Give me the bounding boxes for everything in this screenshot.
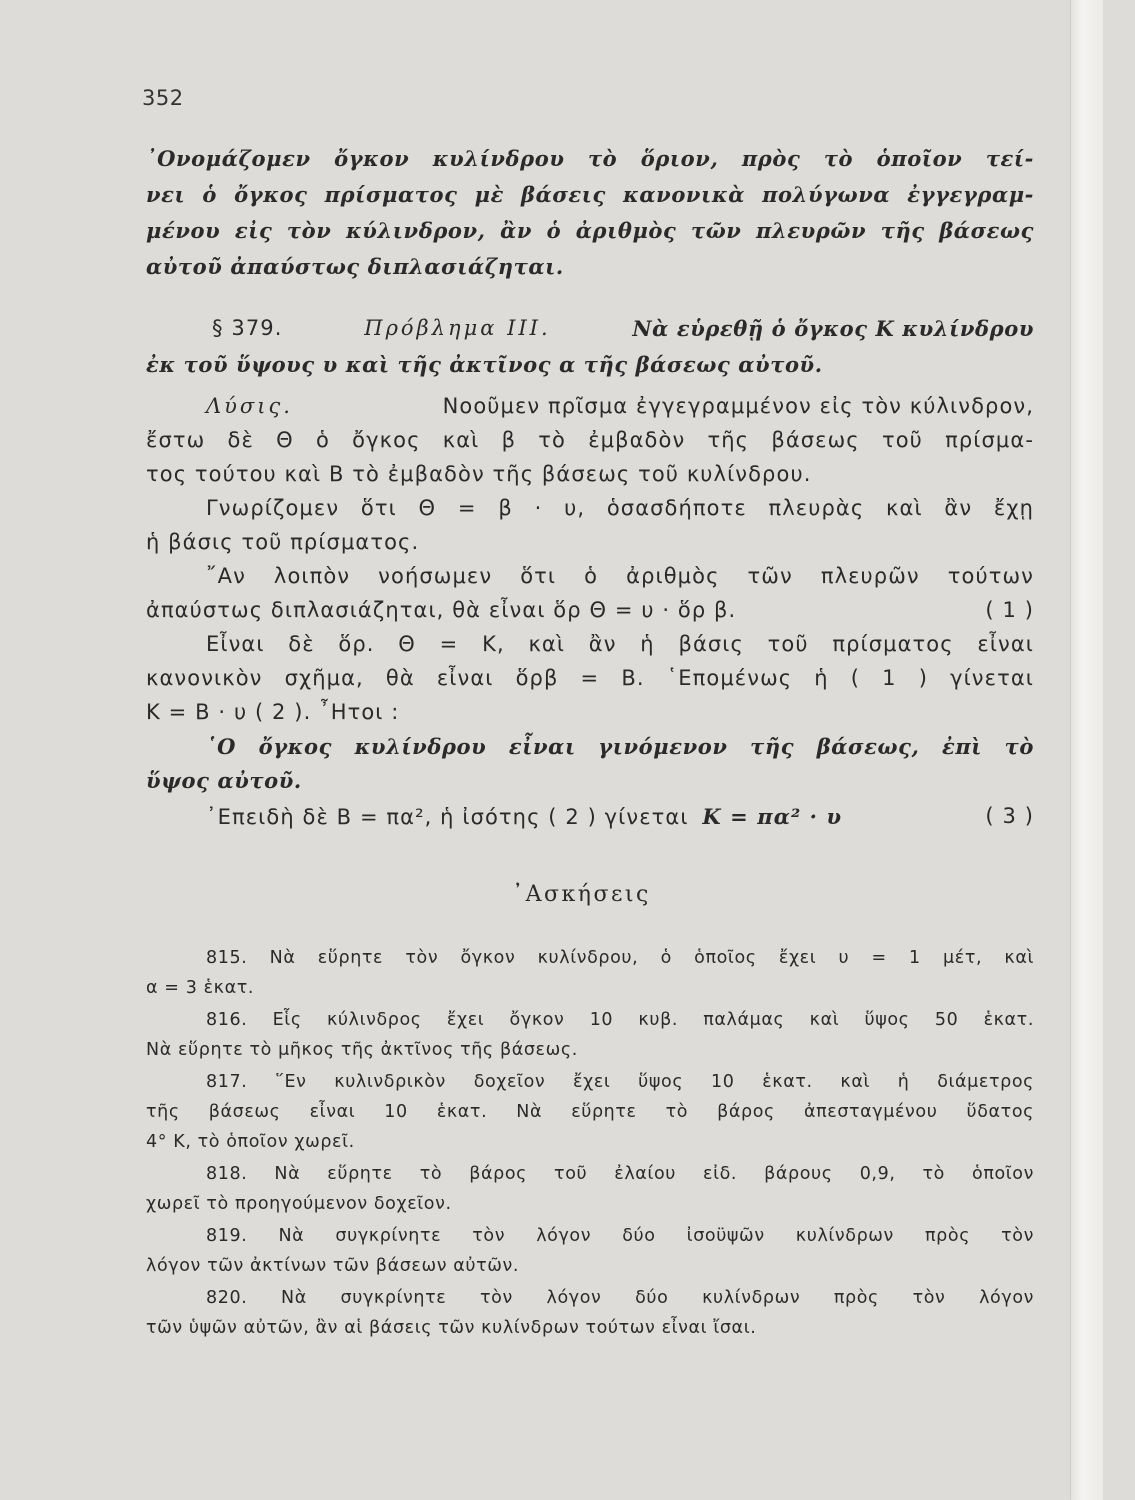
exercise-line: χωρεῖ τὸ προηγούμενον δοχεῖον. — [146, 1194, 452, 1214]
exercise-line: 820. Νὰ συγκρίνητε τὸν λόγον δύο κυλίνδρων πρὸς τὸν λόγον — [206, 1288, 1034, 1308]
problem-label: Πρόβλημα III. — [364, 316, 551, 340]
exercises-heading-text: ᾽Ασκήσεις — [512, 882, 651, 907]
exercise-line: 819. Νὰ συγκρίνητε τὸν λόγον δύο ἰσοϋψῶν κυλίνδρων πρὸς τὸν — [206, 1226, 1034, 1246]
exercise-line: τῆς βάσεως εἶναι 10 ἑκατ. Νὰ εὕρητε τὸ βάρος ἀπεσταγμένου ὕδατος — [146, 1102, 1034, 1122]
solution-line: ἔστω δὲ Θ ὁ ὄγκος καὶ β τὸ ἐμβαδὸν τῆς βάσεως τοῦ πρίσμα- — [146, 428, 1034, 452]
solution-line: τος τούτου καὶ Β τὸ ἐμβαδὸν τῆς βάσεως τοῦ κυλίνδρου. — [146, 462, 812, 486]
solution-line — [146, 598, 1034, 622]
exercise-line: τῶν ὑψῶν αὐτῶν, ἂν αἱ βάσεις τῶν κυλίνδρων τούτων εἶναι ἴσαι. — [146, 1318, 757, 1338]
definition-line: νει ὁ ὄγκος πρίσματος μὲ βάσεις κανονικὰ πολύγωνα ἐγγεγραμ- — [146, 182, 1034, 207]
definition-line: αὐτοῦ ἀπαύστως διπλασιάζηται. — [146, 254, 564, 279]
definition-line: ᾽Ονομάζομεν ὄγκον κυλίνδρου τὸ ὅριον, πρὸς τὸ ὁποῖον τεί- — [146, 146, 1034, 171]
solution-line — [146, 394, 1034, 418]
solution-line: Γνωρίζομεν ὅτι Θ = β · υ, ὁσασδήποτε πλευρὰς καὶ ἂν ἔχῃ — [206, 496, 1034, 520]
exercise-line: 815. Νὰ εὕρητε τὸν ὄγκον κυλίνδρου, ὁ ὁποῖος ἔχει υ = 1 μέτ, καὶ — [206, 948, 1034, 968]
volume-formula: Κ = πα² · υ — [702, 804, 843, 829]
solution-text: ᾽Επειδὴ δὲ Β = πα², ἡ ἰσότης ( 2 ) γίνεται — [206, 805, 689, 829]
exercise-line: 817. ῞Εν κυλινδρικὸν δοχεῖον ἔχει ὕψος 10 ἑκατ. καὶ ἡ διάμετρος — [206, 1072, 1034, 1092]
equation-number: ( 3 ) — [985, 804, 1034, 828]
problem-line — [146, 316, 1034, 341]
exercise-line: α = 3 ἑκατ. — [146, 978, 255, 998]
exercises-heading — [0, 882, 1103, 907]
problem-line: ἐκ τοῦ ὕψους υ καὶ τῆς ἀκτῖνος α τῆς βάσεως αὐτοῦ. — [146, 352, 823, 377]
equation-number: ( 1 ) — [985, 598, 1034, 622]
solution-line: Κ = Β · υ ( 2 ). ῏Ητοι : — [146, 700, 400, 724]
exercise-line: λόγον τῶν ἀκτίνων τῶν βάσεων αὐτῶν. — [146, 1256, 520, 1276]
problem-statement-start: Νὰ εὑρεθῇ ὁ ὄγκος Κ κυλίνδρου — [632, 316, 1034, 341]
theorem-line: ῾Ο ὄγκος κυλίνδρου εἶναι γινόμενον τῆς βάσεως, ἐπὶ τὸ — [206, 734, 1034, 759]
solution-line: Εἶναι δὲ ὅρ. Θ = Κ, καὶ ἂν ἡ βάσις τοῦ πρίσματος εἶναι — [206, 632, 1034, 656]
theorem-line: ὕψος αὐτοῦ. — [146, 768, 302, 793]
solution-line: κανονικὸν σχῆμα, θὰ εἶναι ὅρβ = Β. ῾Επομένως ἡ ( 1 ) γίνεται — [146, 666, 1034, 690]
section-number: § 379. — [212, 316, 283, 340]
solution-text: ἀπαύστως διπλασιάζηται, θὰ εἶναι ὅρ Θ = υ · ὅρ β. — [146, 598, 737, 622]
solution-line: ἡ βάσις τοῦ πρίσματος. — [146, 530, 420, 554]
solution-line — [146, 804, 1034, 829]
exercise-line: 818. Νὰ εὕρητε τὸ βάρος τοῦ ἐλαίου εἰδ. βάρους 0,9, τὸ ὁποῖον — [206, 1164, 1034, 1184]
exercise-line: 4° Κ, τὸ ὁποῖον χωρεῖ. — [146, 1132, 355, 1152]
solution-label: Λύσις. — [206, 394, 293, 418]
solution-text: Νοοῦμεν πρῖσμα ἐγγεγραμμένον εἰς τὸν κύλινδρον, — [442, 394, 1034, 418]
definition-line: μένου εἰς τὸν κύλινδρον, ἂν ὁ ἀριθμὸς τῶν πλευρῶν τῆς βάσεως — [146, 218, 1034, 243]
solution-line: ῎Αν λοιπὸν νοήσωμεν ὅτι ὁ ἀριθμὸς τῶν πλευρῶν τούτων — [206, 564, 1034, 588]
exercise-line: 816. Εἷς κύλινδρος ἔχει ὄγκον 10 κυβ. παλάμας καὶ ὕψος 50 ἑκατ. — [206, 1010, 1034, 1030]
page-number: 352 — [142, 86, 184, 110]
exercise-line: Νὰ εὕρητε τὸ μῆκος τῆς ἀκτῖνος τῆς βάσεως. — [146, 1040, 578, 1060]
page-edge — [1070, 0, 1103, 1500]
